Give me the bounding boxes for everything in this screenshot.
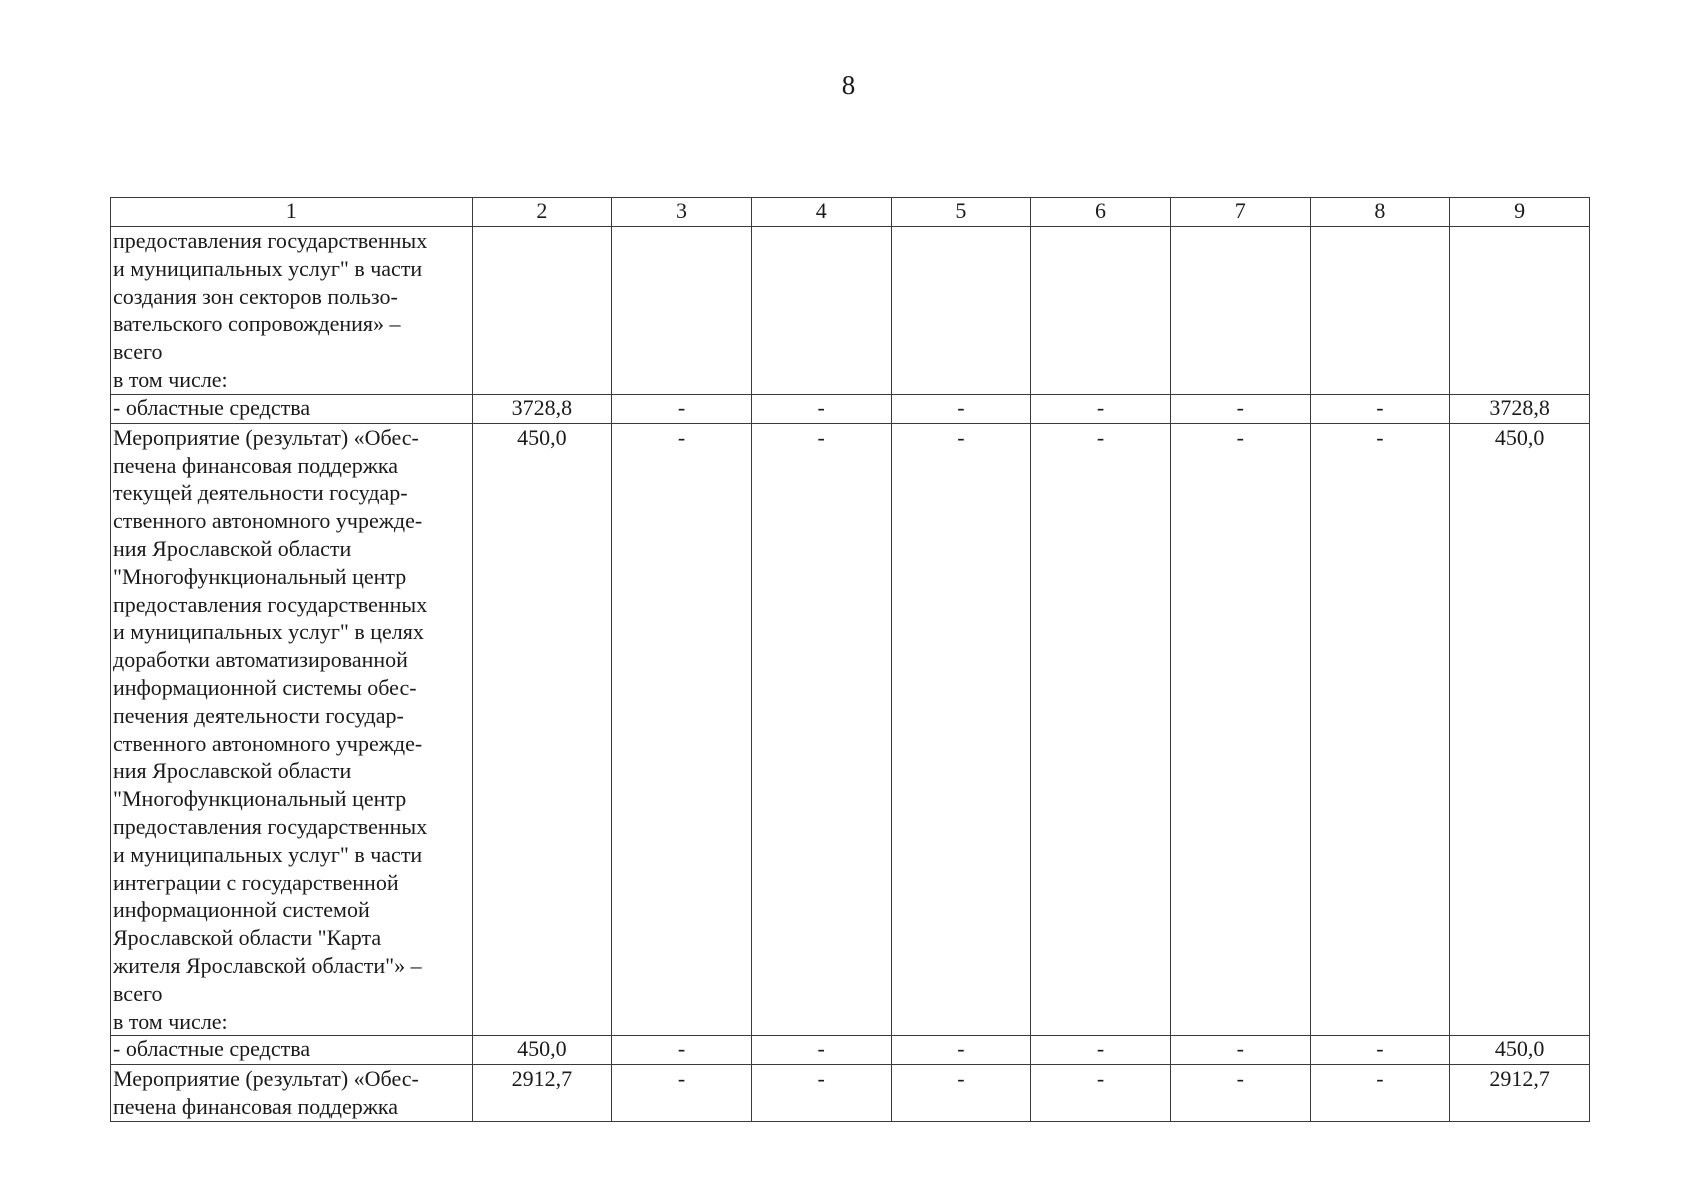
value-cell-col-9: 2912,7	[1450, 1065, 1590, 1122]
description-line: информационной системы обес-	[113, 674, 417, 700]
column-number-7: 7	[1170, 198, 1310, 227]
value-cell-col-2	[472, 227, 612, 395]
value-cell-col-6	[1031, 227, 1171, 395]
description-line: всего	[113, 980, 163, 1006]
column-number-6: 6	[1031, 198, 1171, 227]
description-line: текущей деятельности государ-	[113, 480, 408, 506]
page-number: 8	[841, 70, 856, 100]
value-cell-col-9: 450,0	[1450, 1036, 1590, 1065]
description-line: Мероприятие (результат) «Обес-	[113, 424, 419, 450]
value-cell-col-2: 450,0	[472, 1036, 612, 1065]
value-cell-col-5: -	[891, 423, 1031, 1036]
value-cell-col-7: -	[1170, 1065, 1310, 1122]
description-line: предоставления государственных	[113, 228, 428, 253]
value-cell-col-4	[751, 227, 891, 395]
column-number-9: 9	[1450, 198, 1590, 227]
row-description	[111, 394, 473, 423]
measure-row	[111, 227, 1590, 395]
value-cell-col-2: 2912,7	[472, 1065, 612, 1122]
column-number-1: 1	[111, 198, 473, 227]
description-line: ния Ярославской области	[113, 758, 352, 784]
column-number-8: 8	[1310, 198, 1450, 227]
description-line: - областные средства	[113, 394, 311, 420]
regional-funds-row	[111, 394, 1590, 423]
description-line: в том числе:	[113, 366, 228, 392]
value-cell-col-3: -	[612, 394, 752, 423]
value-cell-col-4: -	[751, 423, 891, 1036]
value-cell-col-8: -	[1310, 423, 1450, 1036]
description-line: Мероприятие (результат) «Обес-	[113, 1066, 419, 1092]
description-line: в том числе:	[113, 1008, 228, 1034]
value-cell-col-4: -	[751, 394, 891, 423]
column-number-4: 4	[751, 198, 891, 227]
description-line: печения деятельности государ-	[113, 702, 404, 728]
description-line: и муниципальных услуг" в части	[113, 255, 423, 281]
description-line: информационной системой	[113, 897, 370, 923]
description-line: ственного автономного учрежде-	[113, 730, 423, 756]
description-line: жителя Ярославской области"» –	[113, 952, 422, 978]
value-cell-col-8: -	[1310, 394, 1450, 423]
description-line: всего	[113, 339, 163, 365]
value-cell-col-3: -	[612, 1065, 752, 1122]
value-cell-col-8: -	[1310, 1065, 1450, 1122]
description-line: предоставления государственных	[113, 591, 428, 617]
value-cell-col-3: -	[612, 1036, 752, 1065]
value-cell-col-2: 3728,8	[472, 394, 612, 423]
value-cell-col-4: -	[751, 1065, 891, 1122]
value-cell-col-6: -	[1031, 423, 1171, 1036]
description-line: "Многофункциональный центр	[113, 786, 407, 812]
description-line: интеграции с государственной	[113, 869, 399, 895]
value-cell-col-5: -	[891, 1065, 1031, 1122]
column-number-header-row	[111, 198, 1590, 227]
description-line: создания зон секторов пользо-	[113, 283, 398, 309]
value-cell-col-6: -	[1031, 1065, 1171, 1122]
value-cell-col-7: -	[1170, 423, 1310, 1036]
value-cell-col-3: -	[612, 423, 752, 1036]
description-line: печена финансовая поддержка	[113, 452, 399, 478]
description-line: Ярославской области "Карта	[113, 925, 382, 951]
value-cell-col-9: 3728,8	[1450, 394, 1590, 423]
description-line: "Многофункциональный центр	[113, 563, 407, 589]
value-cell-col-4: -	[751, 1036, 891, 1065]
value-cell-col-7: -	[1170, 1036, 1310, 1065]
description-line: доработки автоматизированной	[113, 647, 408, 673]
measure-row	[111, 1065, 1590, 1122]
regional-funds-row	[111, 1036, 1590, 1065]
value-cell-col-9	[1450, 227, 1590, 395]
value-cell-col-7	[1170, 227, 1310, 395]
column-number-2: 2	[472, 198, 612, 227]
measure-row	[111, 423, 1590, 1036]
value-cell-col-2: 450,0	[472, 423, 612, 1036]
row-description	[111, 227, 473, 395]
description-line: печена финансовая поддержка	[113, 1094, 399, 1120]
column-number-3: 3	[612, 198, 752, 227]
description-line: предоставления государственных	[113, 813, 428, 839]
description-line: и муниципальных услуг" в целях	[113, 619, 424, 645]
value-cell-col-5: -	[891, 394, 1031, 423]
column-number-5: 5	[891, 198, 1031, 227]
row-description	[111, 1036, 473, 1065]
description-line: ния Ярославской области	[113, 535, 352, 561]
value-cell-col-6: -	[1031, 1036, 1171, 1065]
value-cell-col-5: -	[891, 1036, 1031, 1065]
description-line: - областные средства	[113, 1036, 311, 1062]
value-cell-col-5	[891, 227, 1031, 395]
value-cell-col-3	[612, 227, 752, 395]
row-description	[111, 1065, 473, 1122]
value-cell-col-7: -	[1170, 394, 1310, 423]
description-line: и муниципальных услуг" в части	[113, 841, 423, 867]
value-cell-col-9: 450,0	[1450, 423, 1590, 1036]
description-line: вательского сопровождения» –	[113, 311, 401, 337]
row-description	[111, 423, 473, 1036]
budget-table	[110, 197, 1590, 1122]
description-line: ственного автономного учрежде-	[113, 508, 423, 534]
value-cell-col-6: -	[1031, 394, 1171, 423]
value-cell-col-8	[1310, 227, 1450, 395]
value-cell-col-8: -	[1310, 1036, 1450, 1065]
